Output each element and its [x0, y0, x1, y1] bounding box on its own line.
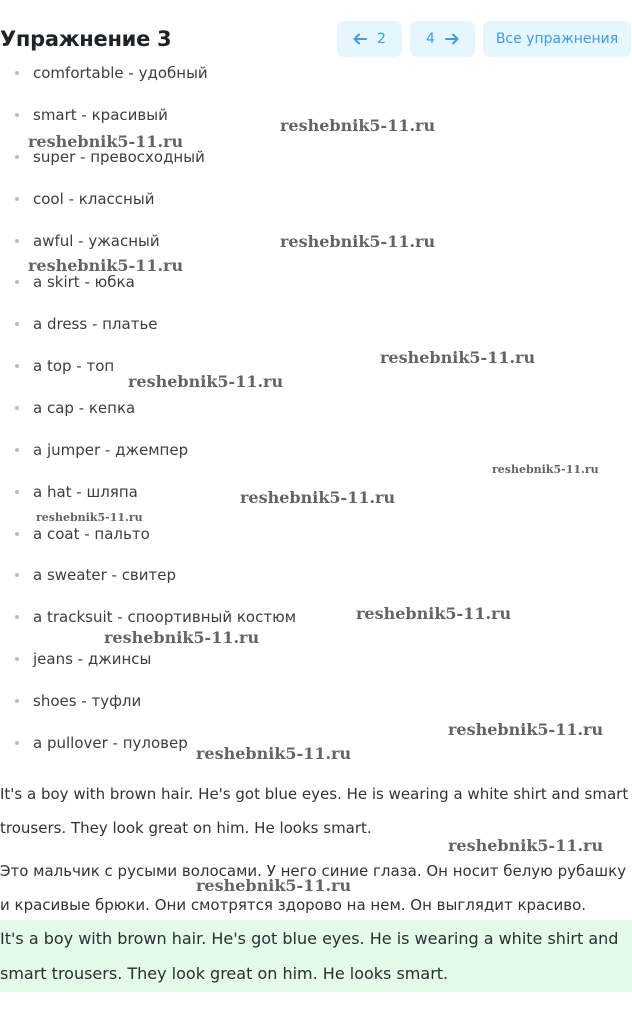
bullet-icon: [15, 239, 19, 243]
prev-exercise-button[interactable]: [337, 21, 402, 57]
watermark: reshebnik5-11.ru: [380, 348, 536, 367]
bullet-icon: [15, 573, 19, 577]
bullet-icon: [15, 197, 19, 201]
watermark: reshebnik5-11.ru: [128, 372, 284, 391]
bullet-icon: [15, 741, 19, 745]
highlighted-answer: [0, 920, 632, 992]
watermark: reshebnik5-11.ru: [28, 132, 184, 151]
bullet-icon: [15, 699, 19, 703]
bullet-icon: [15, 532, 19, 536]
watermark: reshebnik5-11.ru: [280, 232, 436, 251]
watermark: reshebnik5-11.ru: [280, 116, 436, 135]
bullet-icon: [15, 615, 19, 619]
bullet-icon: [15, 113, 19, 117]
bullet-icon: [15, 322, 19, 326]
bullet-icon: [15, 155, 19, 159]
bullet-icon: [15, 406, 19, 410]
bullet-icon: [15, 364, 19, 368]
watermark: reshebnik5-11.ru: [36, 511, 143, 524]
arrow-right-icon: [445, 33, 459, 45]
prev-exercise-label: 2: [377, 31, 386, 47]
answer-text-english: It's a boy with brown hair. He's got blue eyes. He is wearing a white shirt and smart trousers. They look great on him. He looks smart.: [0, 785, 629, 837]
bullet-icon: [15, 490, 19, 494]
next-exercise-label: 4: [426, 31, 435, 47]
watermark: reshebnik5-11.ru: [196, 744, 352, 763]
watermark: reshebnik5-11.ru: [356, 604, 512, 623]
watermark: reshebnik5-11.ru: [240, 488, 396, 507]
all-exercises-button[interactable]: [483, 21, 631, 57]
watermark: reshebnik5-11.ru: [492, 463, 599, 476]
bullet-icon: [15, 280, 19, 284]
page-title: Упражнение 3: [0, 27, 172, 51]
answer-text-russian: Это мальчик с русыми волосами. У него синие глаза. Он носит белую рубашку и красивые брюки. Они смотрятся здорово на нем. Он выглядит красиво.: [0, 862, 627, 914]
arrow-left-icon: [353, 33, 367, 45]
watermark: reshebnik5-11.ru: [28, 256, 184, 275]
watermark: reshebnik5-11.ru: [448, 836, 604, 855]
next-exercise-button[interactable]: [410, 21, 475, 57]
watermark: reshebnik5-11.ru: [104, 628, 260, 647]
watermark: reshebnik5-11.ru: [196, 876, 352, 895]
bullet-icon: [15, 71, 19, 75]
bullet-icon: [15, 448, 19, 452]
highlighted-answer-text: It's a boy with brown hair. He's got blue eyes. He is wearing a white shirt and smart trousers. They look great on him. He looks smart.: [0, 929, 619, 983]
bullet-icon: [15, 657, 19, 661]
vocabulary-list: comfortable - удобный smart - красивый super - превосходный cool - классный awful - ужасный a skirt - юбка a dress - платье a top - топ a cap - кепка a jumper - джемпер a hat - шляпа a coat - пальто a sweater - свитер a tracksuit - спoортивный костюм jeans - джинсы shoes - туфли a pullover - пуловер: [0, 64, 632, 776]
all-exercises-label: Все упражнения: [495, 31, 619, 47]
watermark: reshebnik5-11.ru: [448, 720, 604, 739]
